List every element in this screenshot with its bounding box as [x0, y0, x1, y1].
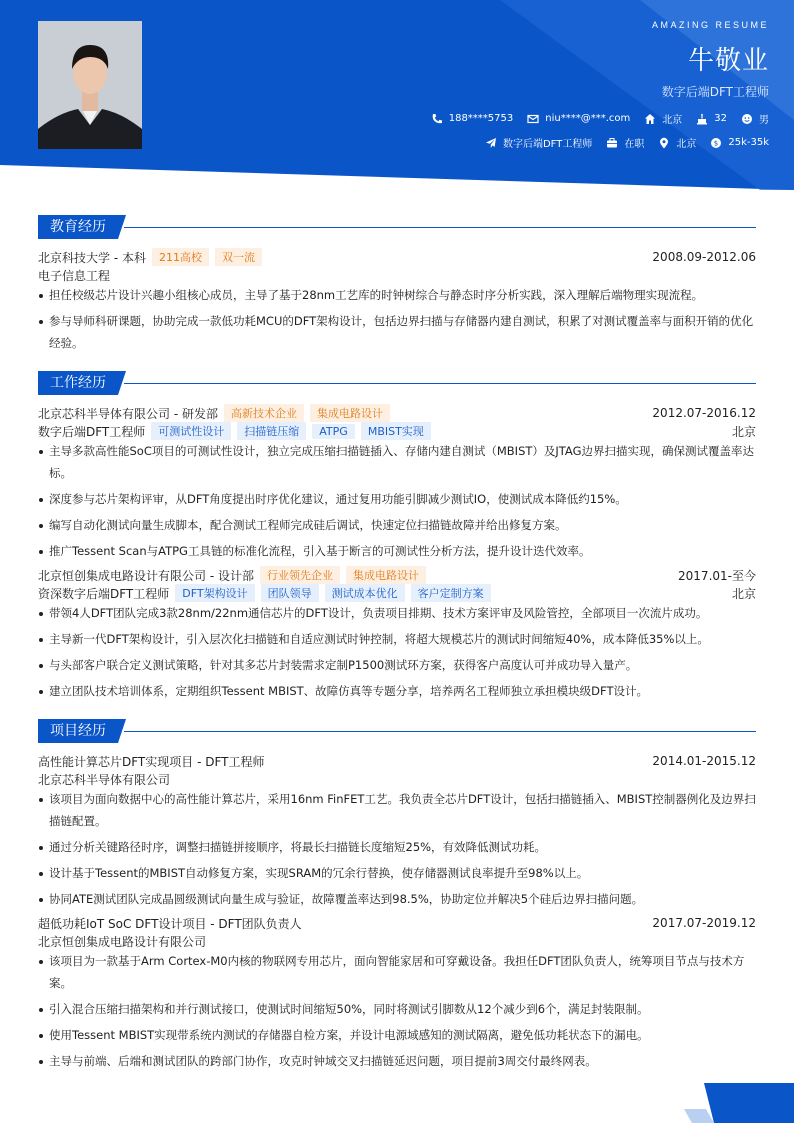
job-role-row: [38, 422, 756, 440]
city-item: 北京: [644, 111, 682, 126]
email-item: niu****@***.com: [527, 113, 630, 125]
list-item: 带领4人DFT团队完成3款28nm/22nm通信芯片的DFT设计，负责项目排期、技术方案评审及风险管控，全部项目一次流片成功。: [38, 603, 756, 625]
company-tag: 行业领先企业: [260, 566, 340, 584]
list-item: 深度参与芯片架构评审，从DFT角度提出时序优化建议，通过复用功能引脚减少测试IO，使测试成本降低约15%。: [38, 489, 756, 511]
project-title-row: [38, 752, 756, 770]
home-icon: [644, 113, 656, 125]
mail-icon: [527, 113, 539, 125]
project-name: 高性能计算芯片DFT实现项目 - DFT工程师: [38, 754, 265, 769]
job-status-item: 在职: [606, 135, 644, 150]
company-tag: 高新技术企业: [224, 404, 304, 422]
phone-icon: [431, 113, 443, 125]
job-period: 2017.01-至今: [678, 568, 756, 583]
list-item: 使用Tessent MBIST实现带系统内测试的存储器自检方案，并设计电源域感知的测试隔离，避免低功耗状态下的漏电。: [38, 1025, 756, 1047]
section-education-heading: 教育经历: [38, 215, 118, 239]
section-work-heading: 工作经历: [38, 371, 118, 395]
skill-tag: 团队领导: [261, 584, 319, 602]
list-item: 参与导师科研课题，协助完成一款低功耗MCU的DFT架构设计，包括边界扫描与存储器内建自测试，积累了对测试覆盖率与面积开销的优化经验。: [38, 311, 756, 354]
corner-decoration: [684, 1083, 794, 1123]
job-bullets: [38, 603, 756, 707]
job-company-row: [38, 404, 756, 422]
school-name: 北京科技大学 - 本科: [38, 250, 146, 265]
job-bullets: [38, 441, 756, 567]
contact-info-row: [417, 111, 769, 126]
gender-icon: [741, 113, 753, 125]
salary-item: $ 25k-35k: [710, 137, 769, 149]
list-item: 该项目为一款基于Arm Cortex-M0内核的物联网专用芯片，面向智能家居和可穿戴设备。我担任DFT团队负责人，统筹项目节点与技术方案。: [38, 951, 756, 994]
job-city: 北京: [731, 586, 756, 601]
education-school-row: [38, 248, 756, 266]
company-tag: 集成电路设计: [310, 404, 390, 422]
project-bullets: [38, 951, 756, 1077]
project-title-row: [38, 914, 756, 932]
list-item: 与头部客户联合定义测试策略，针对其多芯片封装需求定制P1500测试环方案，获得客户高度认可并成功导入量产。: [38, 655, 756, 677]
job-title: 数字后端DFT工程师: [661, 85, 769, 99]
major-name: 电子信息工程: [38, 268, 111, 283]
target-city-item: 北京: [658, 135, 696, 150]
list-item: 通过分析关键路径时序，调整扫描链拼接顺序，将最长扫描链长度缩短25%，有效降低测试功耗。: [38, 837, 756, 859]
project-period: 2017.07-2019.12: [652, 916, 756, 930]
gender-item: 男: [741, 111, 769, 126]
company-tag: 集成电路设计: [346, 566, 426, 584]
list-item: 协同ATE测试团队完成晶圆级测试向量生成与验证，故障覆盖率达到98.5%，协助定位并解决5个硅后边界扫描问题。: [38, 889, 756, 911]
section-divider: [124, 227, 756, 228]
list-item: 担任校级芯片设计兴趣小组核心成员，主导了基于28nm工艺库的时钟树综合与静态时序分析实践，深入理解后端物理实现流程。: [38, 285, 756, 307]
briefcase-icon: [606, 137, 618, 149]
skill-tag: MBIST实现: [361, 422, 431, 440]
list-item: 引入混合压缩扫描架构和并行测试接口，使测试时间缩短50%，同时将测试引脚数从12个减少到6个，满足封装限制。: [38, 999, 756, 1021]
school-tag: 双一流: [215, 248, 262, 266]
project-bullets: [38, 789, 756, 915]
section-divider: [124, 383, 756, 384]
project-org: 北京恒创集成电路设计有限公司: [38, 934, 207, 949]
resume-tagline: AMAZING RESUME: [651, 20, 769, 30]
education-period: 2008.09-2012.06: [652, 250, 756, 264]
list-item: 设计基于Tessent的MBIST自动修复方案，实现SRAM的冗余行替换，使存储器测试良率提升至98%以上。: [38, 863, 756, 885]
job-city: 北京: [731, 424, 756, 439]
send-icon: [485, 137, 497, 149]
company-name: 北京恒创集成电路设计有限公司 - 设计部: [38, 568, 254, 583]
list-item: 该项目为面向数据中心的高性能计算芯片，采用16nm FinFET工艺。我负责全芯片DFT设计，包括扫描链插入、MBIST控制器例化及边界扫描链配置。: [38, 789, 756, 832]
job-role-row: [38, 584, 756, 602]
salary-icon: [710, 137, 722, 149]
job-period: 2012.07-2016.12: [652, 406, 756, 420]
person-name: 牛敬业: [687, 46, 769, 76]
phone-item: 188****5753: [431, 113, 514, 125]
skill-tag: DFT架构设计: [175, 584, 254, 602]
skill-tag: 可测试性设计: [151, 422, 231, 440]
list-item: 主导新一代DFT架构设计，引入层次化扫描链和自适应测试时钟控制，将超大规模芯片的测试时间缩短40%，成本降低35%以上。: [38, 629, 756, 651]
cake-icon: [696, 113, 708, 125]
school-tag: 211高校: [152, 248, 209, 266]
target-position-item: 数字后端DFT工程师: [485, 135, 592, 150]
skill-tag: 扫描链压缩: [237, 422, 306, 440]
svg-text:$: $: [714, 139, 719, 148]
skill-tag: 测试成本优化: [325, 584, 405, 602]
profile-photo: [38, 21, 142, 149]
list-item: 主导多款高性能SoC项目的可测试性设计，独立完成压缩扫描链插入、存储内建自测试（MBIST）及JTAG边界扫描实现，确保测试覆盖率达标。: [38, 441, 756, 484]
section-projects-heading: 项目经历: [38, 719, 118, 743]
project-org: 北京芯科半导体有限公司: [38, 772, 171, 787]
project-name: 超低功耗IoT SoC DFT设计项目 - DFT团队负责人: [38, 916, 302, 931]
list-item: 推广Tessent Scan与ATPG工具链的标准化流程，引入基于断言的可测试性分析方法，提升设计迭代效率。: [38, 541, 756, 563]
list-item: 主导与前端、后端和测试团队的跨部门协作，攻克时钟域交叉扫描链延迟问题，项目提前3周交付最终网表。: [38, 1051, 756, 1073]
project-org-row: [38, 770, 756, 788]
header-banner: [0, 0, 794, 200]
education-bullets: [38, 285, 756, 359]
list-item: 编写自动化测试向量生成脚本，配合测试工程师完成硅后调试，快速定位扫描链故障并给出修复方案。: [38, 515, 756, 537]
role-name: 资深数字后端DFT工程师: [38, 586, 170, 601]
company-name: 北京芯科半导体有限公司 - 研发部: [38, 406, 218, 421]
skill-tag: ATPG: [312, 424, 355, 439]
job-intent-row: [471, 135, 769, 150]
role-name: 数字后端DFT工程师: [38, 424, 146, 439]
education-major-row: [38, 266, 756, 284]
skill-tag: 客户定制方案: [411, 584, 491, 602]
age-item: 32: [696, 113, 727, 125]
location-pin-icon: [658, 137, 670, 149]
job-company-row: [38, 566, 756, 584]
project-org-row: [38, 932, 756, 950]
project-period: 2014.01-2015.12: [652, 754, 756, 768]
list-item: 建立团队技术培训体系，定期组织Tessent MBIST、故障仿真等专题分享，培养两名工程师独立承担模块级DFT设计。: [38, 681, 756, 703]
section-divider: [124, 731, 756, 732]
